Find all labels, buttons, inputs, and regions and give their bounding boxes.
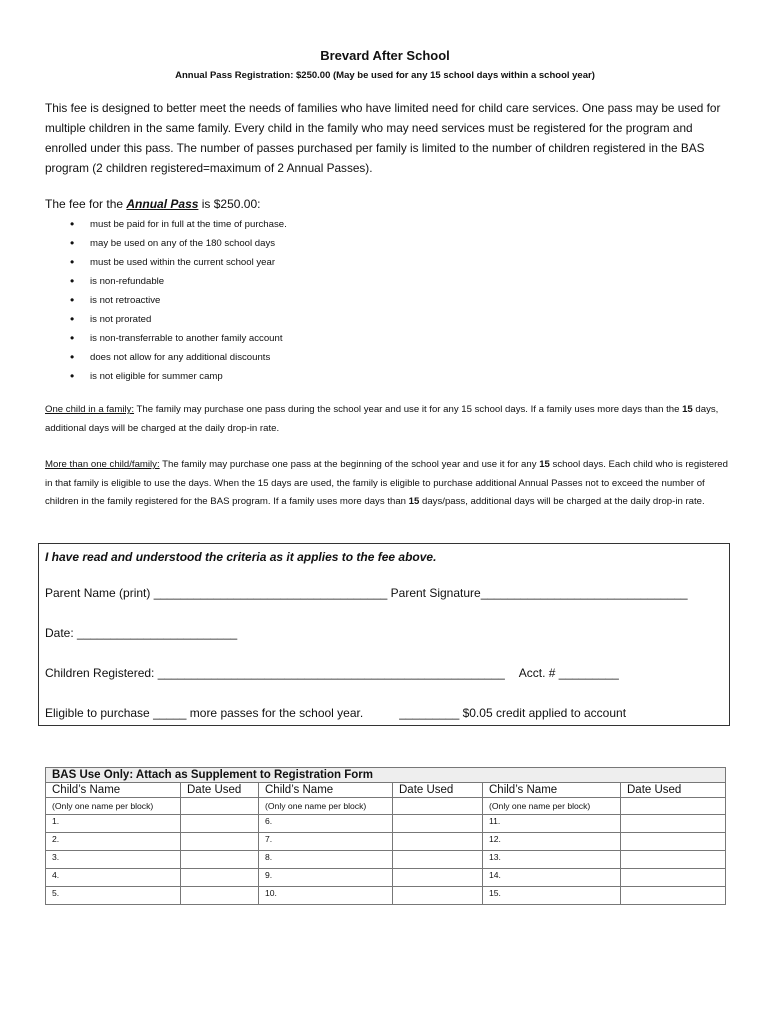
eligible-passes-field[interactable]: Eligible to purchase _____ more passes for the school year. bbox=[45, 706, 364, 720]
date-cell[interactable] bbox=[621, 833, 726, 851]
name-cell[interactable]: 13. bbox=[483, 851, 621, 869]
fee-suffix: is $250.00: bbox=[198, 197, 261, 211]
multi-child-days-pass: 15 bbox=[408, 496, 420, 507]
multi-child-paragraph bbox=[45, 456, 735, 512]
children-line bbox=[45, 666, 619, 680]
date-cell[interactable] bbox=[393, 851, 483, 869]
date-cell[interactable] bbox=[621, 851, 726, 869]
name-cell[interactable]: 10. bbox=[259, 887, 393, 905]
name-cell[interactable]: 3. bbox=[46, 851, 181, 869]
condition-item: • is not prorated bbox=[70, 310, 287, 329]
multi-child-text-mid: school days. Each child who is registered in that family is eligible to use the days. When the 15 days are used, the family is eligible to purchase additional Annual Passes not to exceed the number of children in the family registered for the BAS program. If a family uses more days than bbox=[45, 459, 728, 507]
fee-statement bbox=[45, 197, 260, 211]
conditions-list bbox=[70, 215, 287, 386]
col-childs-name: Child’s Name bbox=[259, 783, 393, 798]
multi-child-text: The family may purchase one pass at the beginning of the school year and use it for any bbox=[159, 459, 540, 470]
multi-child-text-end: days/pass, additional days will be charged at the daily drop-in rate. bbox=[419, 496, 705, 507]
date-field[interactable]: Date: ________________________ bbox=[45, 626, 238, 640]
one-child-text-end: days, additional days will be charged at the daily drop-in rate. bbox=[45, 404, 719, 434]
col-date-used: Date Used bbox=[181, 783, 259, 798]
one-child-lead: One child in a family: bbox=[45, 404, 135, 415]
name-note: (Only one name per block) bbox=[259, 798, 393, 815]
date-cell[interactable] bbox=[181, 869, 259, 887]
condition-item: • must be paid for in full at the time of purchase. bbox=[70, 215, 287, 234]
intro-paragraph: This fee is designed to better meet the needs of families who have limited need for child care services. One pass may be used for multiple children in the same family. Every child in the family who may need services must be registered for the program and enrolled under this pass. The number of passes purchased per family is limited to the number of children registered in the BAS program (2 children registered=maximum of 2 Annual Passes). bbox=[45, 101, 721, 175]
date-cell[interactable] bbox=[621, 815, 726, 833]
name-note: (Only one name per block) bbox=[46, 798, 181, 815]
account-number-field[interactable]: Acct. # _________ bbox=[518, 666, 619, 680]
table-row bbox=[46, 887, 726, 905]
date-cell[interactable] bbox=[621, 798, 726, 815]
condition-item: • does not allow for any additional discounts bbox=[70, 348, 287, 367]
date-cell[interactable] bbox=[181, 798, 259, 815]
date-cell[interactable] bbox=[621, 869, 726, 887]
fee-prefix: The fee for the bbox=[45, 197, 127, 211]
table-row bbox=[46, 851, 726, 869]
date-cell[interactable] bbox=[393, 869, 483, 887]
date-cell[interactable] bbox=[181, 851, 259, 869]
name-cell[interactable]: 12. bbox=[483, 833, 621, 851]
condition-item: • must be used within the current school year bbox=[70, 253, 287, 272]
one-child-text: The family may purchase one pass during the school year and use it for any 15 school days. If a family uses more days than the bbox=[134, 404, 683, 415]
bas-table-title: BAS Use Only: Attach as Supplement to Registration Form bbox=[46, 768, 726, 783]
name-cell[interactable]: 7. bbox=[259, 833, 393, 851]
name-cell[interactable]: 4. bbox=[46, 869, 181, 887]
name-cell[interactable]: 9. bbox=[259, 869, 393, 887]
name-note: (Only one name per block) bbox=[483, 798, 621, 815]
date-cell[interactable] bbox=[181, 833, 259, 851]
name-cell[interactable]: 5. bbox=[46, 887, 181, 905]
date-cell[interactable] bbox=[181, 887, 259, 905]
one-child-paragraph bbox=[45, 401, 735, 438]
name-cell[interactable]: 11. bbox=[483, 815, 621, 833]
col-childs-name: Child’s Name bbox=[46, 783, 181, 798]
parent-signature-field[interactable]: Parent Signature_______________________________ bbox=[390, 586, 688, 600]
date-cell[interactable] bbox=[393, 887, 483, 905]
eligible-line bbox=[45, 706, 626, 720]
condition-item: • may be used on any of the 180 school days bbox=[70, 234, 287, 253]
col-date-used: Date Used bbox=[621, 783, 726, 798]
col-childs-name: Child’s Name bbox=[483, 783, 621, 798]
date-cell[interactable] bbox=[393, 815, 483, 833]
col-date-used: Date Used bbox=[393, 783, 483, 798]
children-registered-field[interactable]: Children Registered: ____________________________________________________ bbox=[45, 666, 505, 680]
bas-use-table bbox=[45, 767, 726, 905]
name-cell[interactable]: 14. bbox=[483, 869, 621, 887]
date-cell[interactable] bbox=[181, 815, 259, 833]
one-child-days: 15 bbox=[682, 404, 693, 415]
parent-line bbox=[45, 586, 688, 600]
condition-item: • is non-refundable bbox=[70, 272, 287, 291]
name-cell[interactable]: 1. bbox=[46, 815, 181, 833]
credit-field[interactable]: _________ $0.05 credit applied to account bbox=[399, 706, 627, 720]
name-cell[interactable]: 2. bbox=[46, 833, 181, 851]
date-cell[interactable] bbox=[393, 833, 483, 851]
document-title: Brevard After School bbox=[320, 48, 450, 63]
multi-child-days: 15 bbox=[539, 459, 550, 470]
table-row bbox=[46, 833, 726, 851]
condition-item: • is not eligible for summer camp bbox=[70, 367, 287, 386]
document-subtitle: Annual Pass Registration: $250.00 (May be used for any 15 school days within a school year) bbox=[175, 70, 595, 81]
date-cell[interactable] bbox=[621, 887, 726, 905]
parent-name-field[interactable]: Parent Name (print) ___________________________________ bbox=[45, 586, 388, 600]
acknowledgement-heading: I have read and understood the criteria as it applies to the fee above. bbox=[45, 550, 437, 564]
name-cell[interactable]: 15. bbox=[483, 887, 621, 905]
table-row bbox=[46, 815, 726, 833]
name-cell[interactable]: 6. bbox=[259, 815, 393, 833]
multi-child-lead: More than one child/family: bbox=[45, 459, 160, 470]
date-cell[interactable] bbox=[393, 798, 483, 815]
condition-item: • is non-transferrable to another family account bbox=[70, 329, 287, 348]
fee-annual-pass: Annual Pass bbox=[126, 197, 199, 211]
name-cell[interactable]: 8. bbox=[259, 851, 393, 869]
acknowledgement-box bbox=[38, 543, 730, 726]
condition-item: • is not retroactive bbox=[70, 291, 287, 310]
table-row bbox=[46, 869, 726, 887]
